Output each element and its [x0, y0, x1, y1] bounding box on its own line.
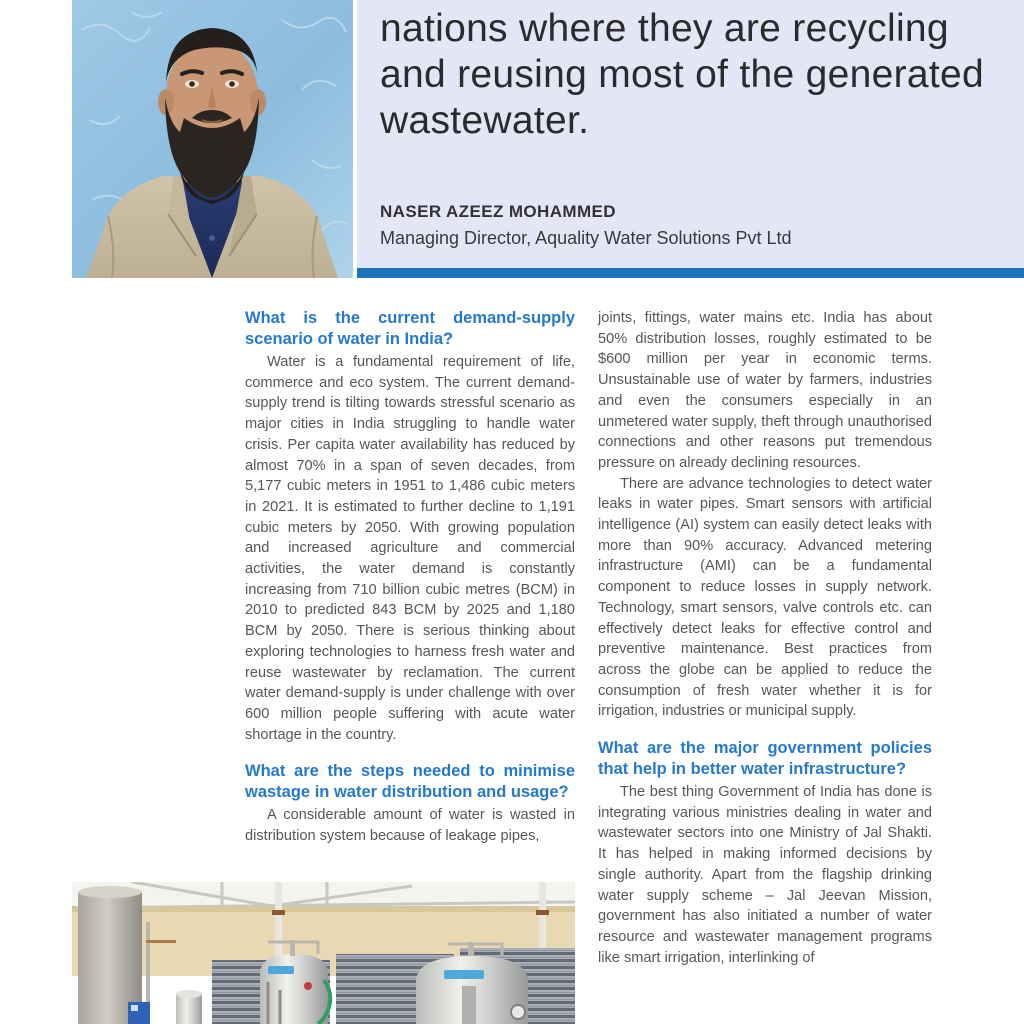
pull-quote: nations where they are recycling and reusing most of the generated wastewater. [380, 7, 984, 142]
question-heading-3: What are the major government policies that help in better water infrastructure? [598, 739, 932, 779]
question-heading-1: What is the current demand-supply scenario of water in India? [245, 309, 575, 348]
answer-paragraph-2-continued: joints, fittings, water mains etc. India has about 50% distribution losses, roughly estimated to be $600 million per year in economic terms. Unsustainable use of water by farmers, industries and even the consumers especially in an unmetered water supply, theft through unauthorised connections and other reasons put tremendous pressure on already declining resources. [598, 310, 932, 471]
answer-paragraph-1: Water is a fundamental requirement of life, commerce and eco system. The current demand-supply trend is tilting towards stressful scenario as major cities in India struggling to handle water crisis. Per capita water availability has reduced by almost 70% in a span of seven decades, from 5,177 cubic meters in 1951 to 1,486 cubic meters in 2021. It is estimated to further decline to 1,191 cubic meters by 2050. With growing population and increased agriculture and commercial activities, the water demand is constantly increasing from 710 billion cubic metres (BCM) in 2010 to predicted 843 BCM by 2025 and 1,180 BCM by 2050. There is serious thinking about exploring technologies to harness fresh water and reuse wastewater by reclamation. The current water demand-supply is under challenge with over 600 million people suffering with acute water shortage in the country. [245, 354, 575, 743]
water-plant-photo [72, 882, 575, 1024]
right-column [598, 308, 932, 968]
interviewee-name: NASER AZEEZ MOHAMMED [380, 202, 616, 221]
left-column [245, 308, 575, 847]
answer-paragraph-3: There are advance technologies to detect water leaks in water pipes. Smart sensors with artificial intelligence (AI) system can easily detect leaks with more than 90% accuracy. Advanced metering infrastructure (AMI) can be a fundamental component to reduce losses in supply network. Technology, smart sensors, valve controls etc. can effectively detect leaks for effective control and preventive maintenance. Best practices from across the globe can be applied to reduce the consumption of fresh water whether it is for irrigation, industries or municipal supply. [598, 475, 932, 720]
answer-paragraph-2: A considerable amount of water is wasted in distribution system because of leakage pipes, [245, 807, 575, 845]
accent-bar [357, 268, 1024, 278]
portrait-photo [72, 0, 353, 278]
portrait-illustration [72, 0, 353, 278]
interviewee-role: Managing Director, Aquality Water Solutions Pvt Ltd [380, 228, 792, 248]
header-panel [357, 0, 1024, 268]
plant-illustration [72, 882, 575, 1024]
answer-paragraph-4: The best thing Government of India has done is integrating various ministries dealing in water and wastewater sectors into one Ministry of Jal Shakti. It has helped in making informed decisions by single authority. Apart from the flagship drinking water supply scheme – Jal Jeevan Mission, government has also initiated a number of water resource and wastewater management programs like smart irrigation, interlinking of [598, 784, 932, 966]
question-heading-2: What are the steps needed to minimise wastage in water distribution and usage? [245, 762, 575, 802]
